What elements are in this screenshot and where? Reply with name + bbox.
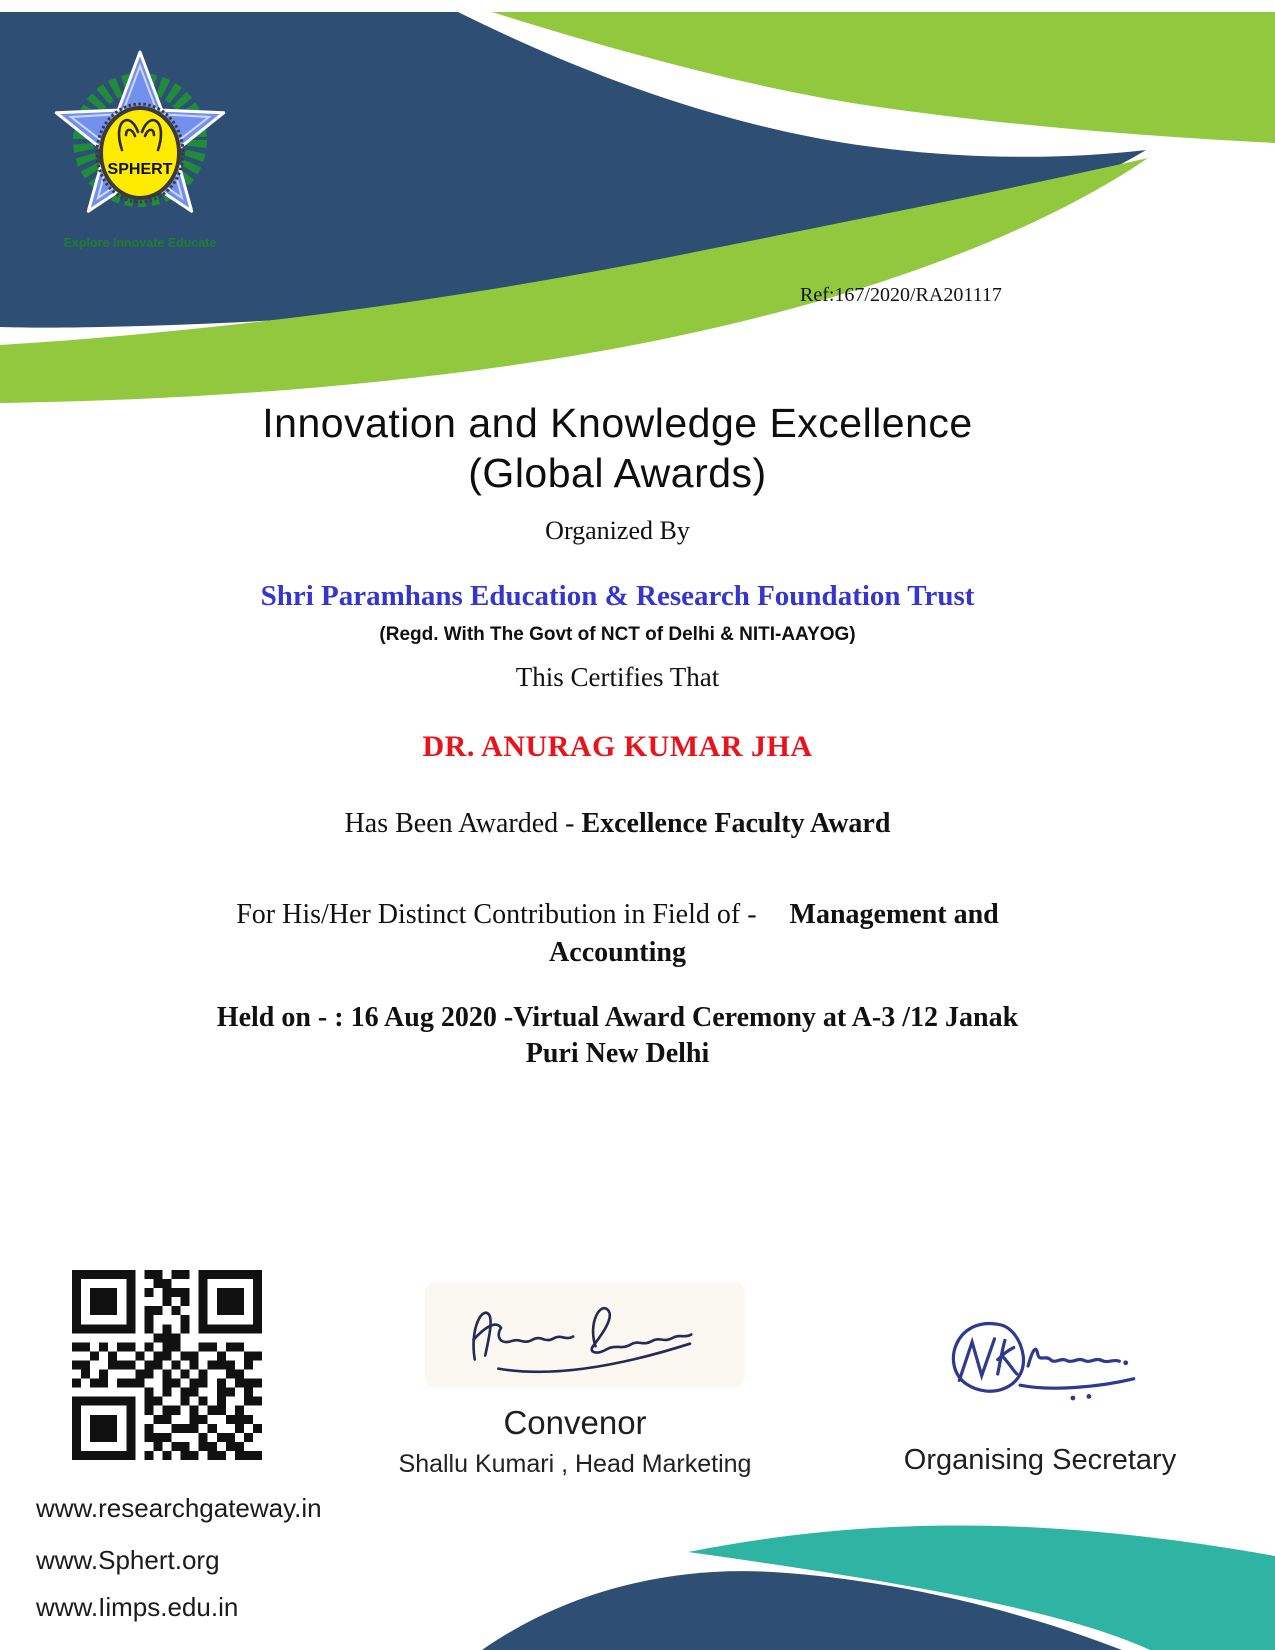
recipient-name: DR. ANURAG KUMAR JHA [422, 730, 813, 763]
field-name-part2: Accounting [549, 936, 686, 968]
sphert-logo [40, 40, 240, 240]
reference-number: Ref:167/2020/RA201117 [800, 284, 1002, 306]
logo-tagline: Explore Innovate Educate [63, 236, 217, 250]
signature-right-role: Organising Secretary [903, 1444, 1177, 1476]
signature-left [425, 1282, 745, 1387]
qr-code [72, 1270, 262, 1460]
registration-line: (Regd. With The Govt of NCT of Delhi & NITI-AAYOG) [379, 624, 856, 645]
award-prefix: Has Been Awarded - [344, 808, 582, 839]
logo-medal [101, 108, 179, 198]
website-iimps: www.Iimps.edu.in [36, 1592, 239, 1622]
certifies-label: This Certifies That [515, 662, 720, 692]
logo-text: SPHERT [107, 161, 173, 178]
signature-left-role: Convenor [503, 1404, 647, 1441]
organization-name: Shri Paramhans Education & Research Foundation Trust [260, 580, 975, 612]
contribution-line-1 [0, 896, 1235, 934]
held-on-line [0, 1000, 1235, 1073]
title-line-1: Innovation and Knowledge Excellence [262, 400, 973, 446]
contribution-line [0, 896, 1235, 972]
website-sphert: www.Sphert.org [36, 1545, 220, 1575]
field-name-part1: Management and [789, 899, 999, 930]
organized-by-label: Organized By [545, 516, 690, 545]
certificate-title [0, 398, 1235, 498]
held-line-1: Held on - : 16 Aug 2020 -Virtual Award Ceremony at A-3 /12 Janak [216, 1002, 1019, 1033]
award-name: Excellence Faculty Award [581, 808, 891, 839]
signature-left-name: Shallu Kumari , Head Marketing [398, 1450, 752, 1478]
footer-swoosh-graphic [0, 1490, 1275, 1650]
signature-right [905, 1302, 1180, 1414]
held-line-2: Puri New Delhi [525, 1038, 710, 1070]
signature-left-area [425, 1282, 745, 1387]
website-researchgateway: www.researchgateway.in [36, 1493, 322, 1523]
signature-right-area [905, 1302, 1180, 1414]
title-line-2: (Global Awards) [468, 450, 767, 497]
award-line [0, 808, 1235, 840]
contribution-prefix: For His/Her Distinct Contribution in Field of - [236, 899, 764, 930]
